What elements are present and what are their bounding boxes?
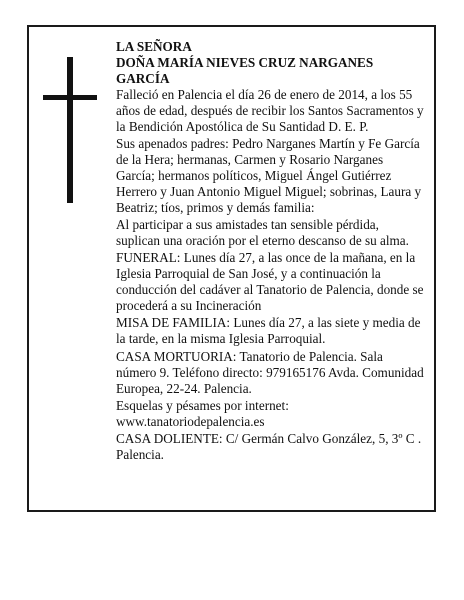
cross-vertical-bar (67, 57, 73, 203)
family-mass-details: MISA DE FAMILIA: Lunes día 27, a las siete y media de la tarde, en la misma Iglesia Parroquial. (116, 315, 421, 347)
obituary-notice (27, 25, 436, 512)
cross-horizontal-bar (43, 95, 97, 100)
funeral-home-details: CASA MORTUORIA: Tanatorio de Palencia. Sala número 9. Teléfono directo: 979165176 Avda. Comunidad Europea, 22-24. Palencia. (116, 348, 424, 396)
funeral-details: FUNERAL: Lunes día 27, a las once de la mañana, en la Iglesia Parroquial de San José, y a continuación la conducción del cadáver al Tanatorio de Palencia, donde se procederá a su Incineración (116, 250, 424, 313)
family-list: Sus apenados padres: Pedro Narganes Martín y Fe García de la Hera; hermanas, Carmen y Rosario Narganes García; hermanos políticos, Miguel Ángel Gutiérrez Herrero y Juan Antonio Miguel Miguel; sobrinas, Laura y Beatriz; tíos, primos y demás familia: (116, 135, 422, 215)
prayer-request: Al participar a sus amistades tan sensible pérdida, suplican una oración por el eterno descanso de su alma. (116, 216, 409, 248)
cross-icon (43, 57, 97, 203)
online-condolences: Esquelas y pésames por internet: www.tanatoriodepalencia.es (116, 397, 289, 429)
heading-name: DOÑA MARÍA NIEVES CRUZ NARGANES GARCÍA (116, 54, 374, 86)
notice-text (116, 39, 424, 465)
death-announcement: Falleció en Palencia el día 26 de enero de 2014, a los 55 años de edad, después de recibir los Santos Sacramentos y la Bendición Apostólica de Su Santidad D. E. P. (116, 86, 424, 134)
heading-title: LA SEÑORA (116, 39, 192, 54)
family-home-address: CASA DOLIENTE: C/ Germán Calvo González, 5, 3º C . Palencia. (116, 431, 422, 463)
